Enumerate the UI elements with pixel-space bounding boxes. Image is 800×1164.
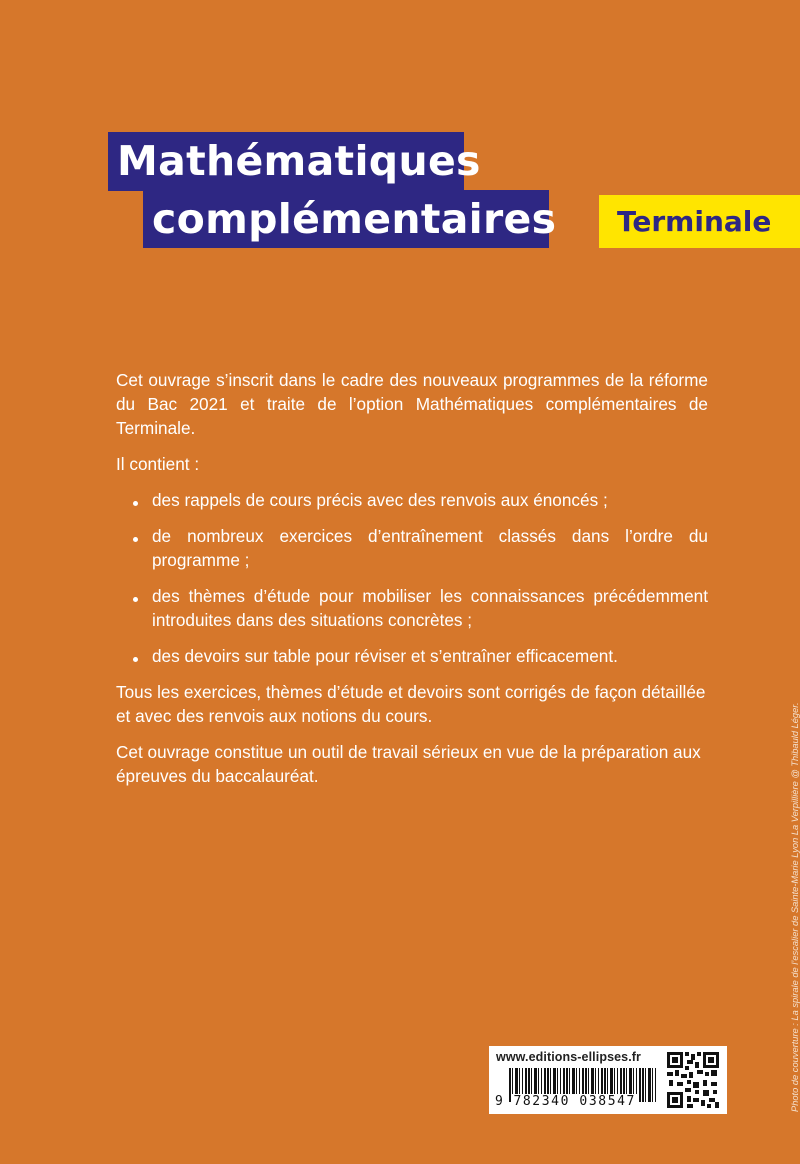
- list-item: des devoirs sur table pour réviser et s’entraîner efficacement.: [116, 644, 708, 668]
- title-line-1: Mathématiques: [108, 132, 464, 191]
- qr-code-icon[interactable]: [665, 1050, 721, 1110]
- isbn-number: 9 782340 038547: [495, 1094, 636, 1109]
- title-line-2: complémentaires: [143, 190, 549, 248]
- list-item: des rappels de cours précis avec des renvois aux énoncés ;: [116, 488, 708, 512]
- back-cover-description: [116, 368, 708, 800]
- contains-label: Il contient :: [116, 454, 200, 474]
- contents-list: [116, 488, 708, 668]
- corrections-paragraph: Tous les exercices, thèmes d’étude et devoirs sont corrigés de façon détaillée et avec des renvois aux notions du cours.: [116, 682, 706, 726]
- barcode-panel: [489, 1046, 727, 1114]
- publisher-website[interactable]: www.editions-ellipses.fr: [496, 1050, 642, 1064]
- level-badge: Terminale: [599, 195, 800, 248]
- bullet-icon: [133, 597, 138, 602]
- bullet-icon: [133, 501, 138, 506]
- photo-credit: Photo de couverture : La spirale de l’escalier de Sainte-Marie Lyon La Verpillière @ Thibauld Léger.: [790, 702, 800, 1112]
- list-item: des thèmes d’étude pour mobiliser les connaissances précédemment introduites dans des situations concrètes ;: [116, 584, 708, 632]
- bullet-icon: [133, 657, 138, 662]
- bullet-icon: [133, 537, 138, 542]
- intro-paragraph: Cet ouvrage s’inscrit dans le cadre des nouveaux programmes de la réforme du Bac 2021 et traite de l’option Mathématiques complémentaires de Terminale.: [116, 370, 708, 438]
- conclusion-paragraph: Cet ouvrage constitue un outil de travail sérieux en vue de la préparation aux épreuves du baccalauréat.: [116, 742, 701, 786]
- list-item: de nombreux exercices d’entraînement classés dans l’ordre du programme ;: [116, 524, 708, 572]
